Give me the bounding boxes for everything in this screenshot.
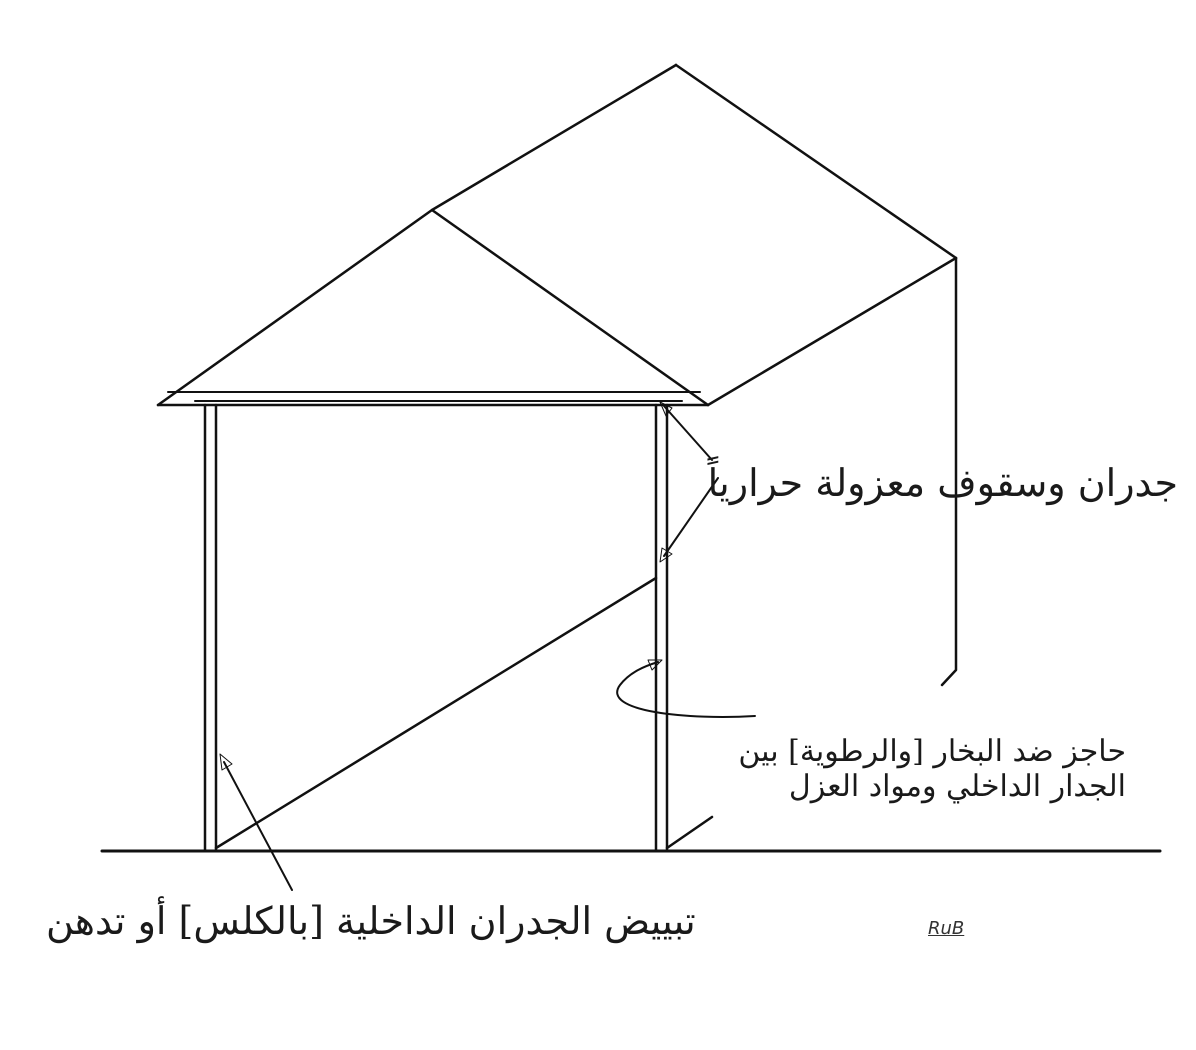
arrow-roof-leader xyxy=(664,406,712,460)
arrow-whitewash-leader xyxy=(224,762,292,890)
roof-side-eave xyxy=(708,258,956,405)
roof-back-slope xyxy=(676,65,956,258)
arrow-whitewash-head xyxy=(220,754,232,770)
label-whitewash-interior: تبييض الجدران الداخلية [بالكلس] أو تدهن xyxy=(46,899,696,943)
label-vapor-barrier-line2: الجدار الداخلي ومواد العزل xyxy=(788,768,1126,804)
label-vapor-barrier-line1: حاجز ضد البخار [والرطوية] بين xyxy=(738,734,1126,769)
arrow-vapor-leader xyxy=(617,662,755,717)
floor-diagonal xyxy=(216,578,656,848)
roof-ridge xyxy=(432,65,676,210)
base-diagonal-right xyxy=(667,817,712,848)
label-insulated-walls-roofs: جدران وسقوف معزولة حرارياً xyxy=(707,461,1178,505)
signature: RuB xyxy=(928,918,965,939)
label-vapor-barrier xyxy=(738,735,1126,804)
roof-front-gable xyxy=(158,210,708,405)
